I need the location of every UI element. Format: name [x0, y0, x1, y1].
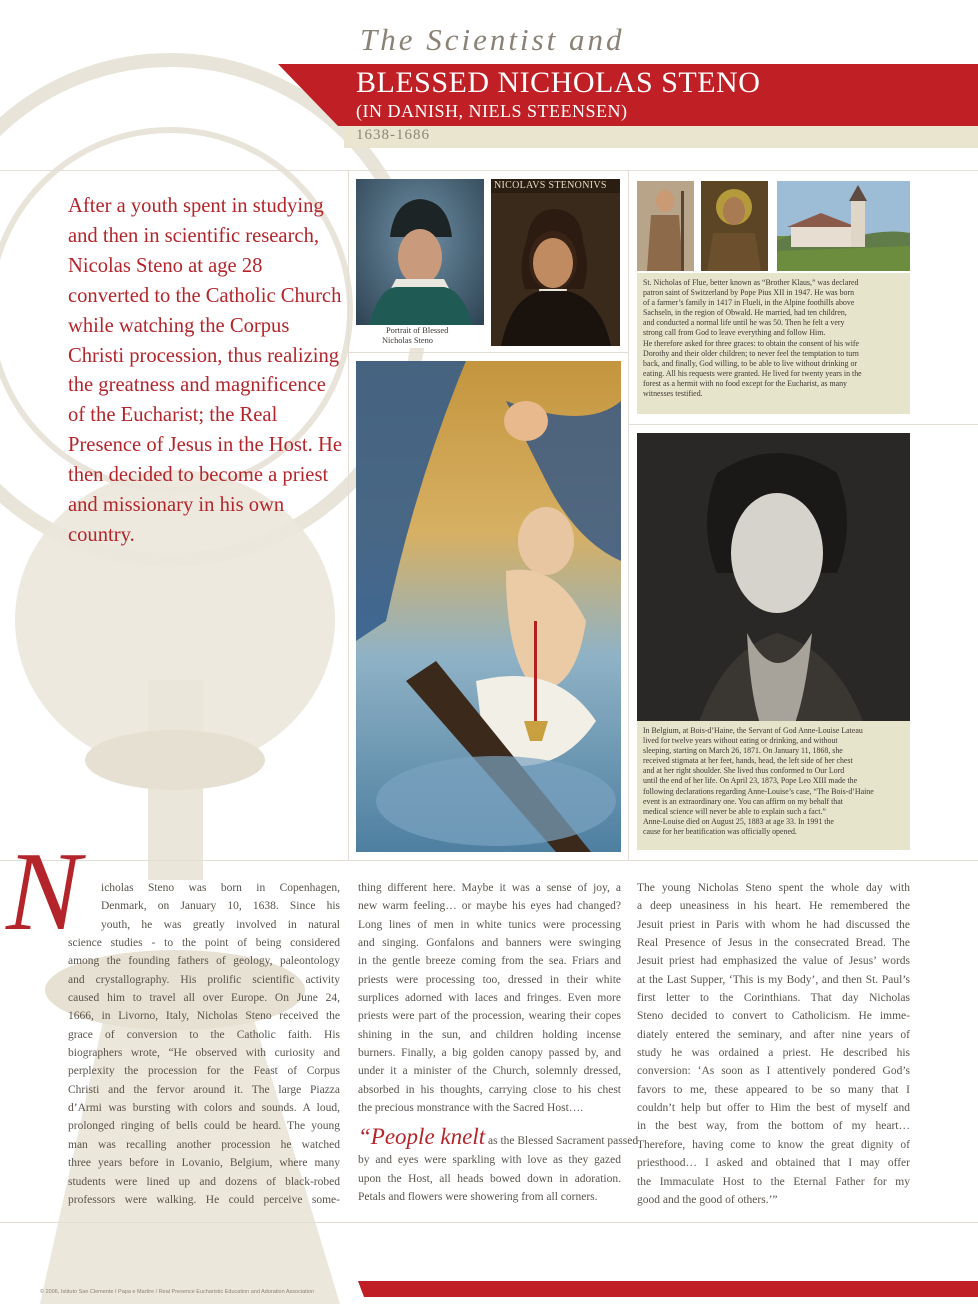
rule-v2 — [628, 170, 629, 860]
body-column-1: icholas Steno was born in Copenhagen, Denmark, on January 10, 1638. Since his youth, he was greatly involved in natural science studies - to the point of being considered among the founding fathers of geology, paleontology and crystallography. His prolific scientific activity caused him to travel all over Europe. On June 24, 1666, in Livorno, Italy, Nicholas Steno received the grace of conversion to the Catholic faith. His biographers wrote, “He observed with curiosity and perplexity the procession for the Feast of Corpus Christi and the fervor around it. The large Piazza d’Armi was bursting with colors and sounds. A loud, prolonged ringing of bells could be heard. The young man was recalling another procession he watched three years before in Lovanio, Belgium, where many students were lined up and dozens of black-robed professors were walking. He could perceive some- — [68, 882, 340, 1206]
portrait-steno-painting — [491, 179, 620, 346]
rule-body-top — [0, 860, 978, 861]
painting-label: NICOLAVS STENONIVS — [494, 180, 607, 191]
intro-paragraph: After a youth spent in studying and then in scientific research, Nicolas Steno at age 28 converted to the Catholic Church while watching the Corpus Christi procession, thus realizing the greatness and magnificence of the Eucharist; the Real Presence of Jesus in the Host. He then decided to become a priest and missionary in his own country. — [68, 195, 342, 546]
rule-v1 — [348, 170, 349, 860]
lateau-caption: In Belgium, at Bois-d’Haine, the Servant of God Anne-Louise Lateau lived for twelve years without eating or drinking, and without sleeping, starting on March 26, 1871. On January 11, 1868, she received stigmata at her feet, hands, head, the left side of her chest and at her right shoulder. She lived thus conformed to Our Lord until the end of her life. On April 23, 1873, Pope Leo XIII made the following declarations regarding Anne-Louise’s case, “The Bois-d’Haine event is an extraordinary one. You can affirm on my behalf that medical science will never be able to explain such a fact.” Anne-Louise died on August 25, 1883 at age 33. In 1991 the cause for her beatification was officially opened. — [637, 721, 910, 850]
chapel-landscape — [777, 181, 910, 271]
drop-cap: N — [6, 830, 81, 954]
copyright-footer: © 2006, Istituto San Clemente I Papa e Martire / Real Presence Eucharistic Education and Adoration Association — [40, 1289, 315, 1295]
body-column-3: The young Nicholas Steno spent the whole day with a deep uneasiness in his heart. He remembered the Jesuit priest in Paris with whom he had discussed the Real Presence of Jesus in the consecrated Bread. The Jesuit priest had emphasized the value of Jesus’ words at the Last Supper, ‘This is my Body’, and then St. Paul’s first letter to the Corinthians. That day Nicholas Steno decided to convert to Catholicism. He imme- diately entered the seminary, and after nine years of study he was ordained a priest. He described his conversion: ‘As soon as I attentively pondered God’s favors to me, these appeared to be so many that I couldn’t help but offer to Him the best of myself and in the best way, from the bottom of my heart… Therefore, having come to know the great dignity of priesthood… I asked and obtained that I may offer the Immaculate Host to the Eternal Father for my good and the good of others.’” — [637, 882, 910, 1206]
eucharist-painting — [356, 361, 621, 852]
rule-mid-left — [348, 352, 628, 353]
footer-band — [358, 1281, 978, 1297]
date-band — [344, 126, 978, 148]
page-title: BLESSED NICHOLAS STENO — [356, 66, 761, 99]
rule-top — [0, 170, 978, 171]
portrait-steno-bishop — [356, 179, 484, 348]
kicker-title: The Scientist and — [360, 22, 625, 57]
rule-body-bottom — [0, 1222, 978, 1223]
life-dates: 1638-1686 — [356, 127, 430, 143]
page-subtitle: (IN DANISH, NIELS STEENSEN) — [356, 101, 628, 121]
brother-klaus-statue — [637, 181, 694, 271]
brother-klaus-painting — [701, 181, 768, 271]
pull-quote: “People knelt — [358, 1124, 486, 1150]
portrait-caption: Portrait of Blessed Nicholas Steno — [356, 325, 484, 348]
brother-klaus-caption: St. Nicholas of Flue, better known as “Brother Klaus,” was declared patron saint of Switzerland by Pope Pius XII in 1947. He was born of a farmer’s family in 1417 in Flueli, in the Alpine foothills above Sachseln, in the region of Obwald. He married, had ten children, and conducted a normal life until he was 50. Then he felt a very strong call from God to leave everything and follow Him. He therefore asked for three graces: to obtain the consent of his wife Dorothy and their older children; to never feel the temptation to turn back, and finally, God willing, to be able to live without drinking or eating. All his requests were granted. He lived for twenty years in the forest as a hermit with no food except for the Eucharist, as many witnesses testified. — [637, 273, 910, 414]
rule-mid-right — [628, 424, 978, 425]
body-column-2: thing different here. Maybe it was a sense of joy, a new warm feeling… or maybe his eyes had changed? Long lines of men in white tunics were processing and singing. Gonfalons and banners were swinging in the gentle breeze coming from the sea. Friars and priests were processing too, dressed in their white surplices adorned with laces and fringes. Even more priests were part of the procession, wearing their copes shining in the sun, and children holding incense burners. Finally, a big golden canopy passed by, and under it a minister of the Church, solemnly dressed, absorbed in his thoughts, carrying close to his chest the precious monstrance with the Sacred Host…. “People knelt as the Blessed Sacrament passed by and eyes were sparkling with love as they gazed upon the Host, all heads bowed down in adoration. Petals and flowers were showering from all corners. — [358, 882, 639, 1204]
